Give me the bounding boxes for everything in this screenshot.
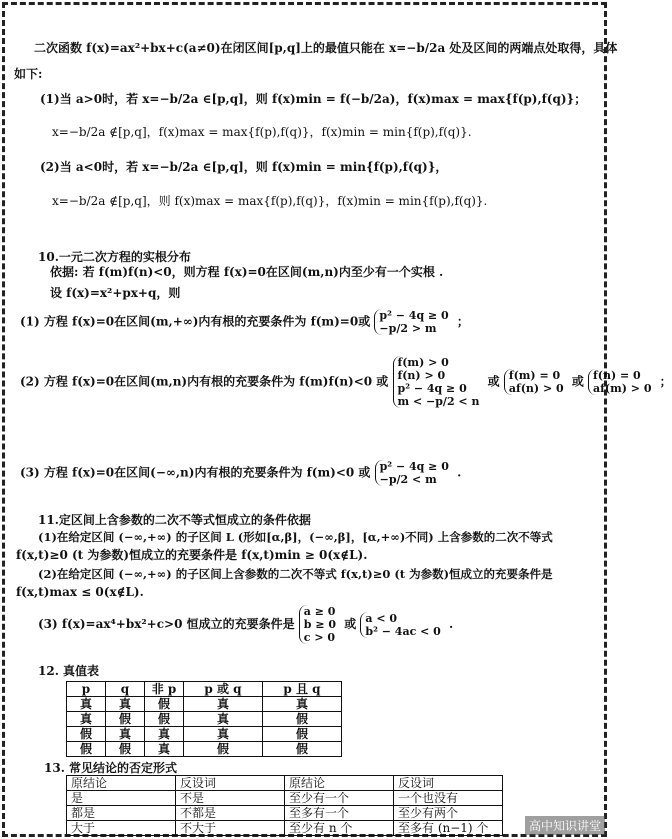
section-11-case-3: [38, 605, 453, 644]
case-1-system: [374, 309, 452, 335]
sys-row: m < −p/2 < n: [397, 395, 480, 408]
table-cell: 假: [263, 712, 342, 727]
table-row: [67, 697, 342, 712]
sys-row: f(m) > 0: [397, 356, 449, 369]
section-10-case-1: [20, 309, 469, 335]
table-cell: 假: [67, 727, 106, 742]
watermark-label: 高中知识讲堂: [525, 816, 605, 835]
table-cell: 一个也没有: [394, 791, 503, 806]
case-2-end: ；: [659, 374, 672, 389]
section-10-title: 10.一元二次方程的实根分布: [38, 250, 191, 264]
section-10-let: 设 f(x)=x²+px+q，则: [50, 286, 181, 300]
table-cell: 是: [67, 791, 176, 806]
table-header: q: [106, 682, 145, 697]
table-header: 原结论: [67, 776, 176, 791]
case2-line-1: (2)当 a<0时，若 x=−b/2a ∈[p,q]，则 f(x)min = min{f(p),f(q)}，: [40, 160, 448, 174]
case-1-text: (1) 方程 f(x)=0在区间(m,+∞)内有根的充要条件为 f(m)=0或: [20, 314, 371, 329]
or-word: 或: [487, 374, 500, 389]
section-10-case-3: [20, 460, 461, 486]
case-3-text: (3) f(x)=ax⁴+bx²+c>0 恒成立的充要条件是: [38, 617, 295, 631]
table-header: 反设词: [394, 776, 503, 791]
table-row: [67, 806, 503, 821]
table-cell: 假: [67, 742, 106, 757]
table-cell: 假: [263, 727, 342, 742]
table-cell: 真: [263, 697, 342, 712]
sys-row: b² − 4ac < 0: [365, 624, 441, 638]
table-header: 反设词: [176, 776, 285, 791]
c3-system: [299, 605, 340, 644]
table-cell: 都是: [67, 806, 176, 821]
negation-table: [66, 775, 503, 836]
table-cell: 至少有一个: [285, 791, 394, 806]
sys-row: f(n) = 0: [593, 369, 641, 382]
table-cell: 真: [67, 697, 106, 712]
table-cell: 假: [263, 742, 342, 757]
table-header: p 且 q: [263, 682, 342, 697]
sys-row: b ≥ 0: [303, 618, 337, 631]
intro-line-1: 二次函数 f(x)=ax²+bx+c(a≠0)在闭区间[p,q]上的最值只能在 x=−b/2a 处及区间的两端点处取得，具体: [34, 41, 618, 55]
table-cell: 真: [184, 727, 263, 742]
table-cell: 假: [184, 742, 263, 757]
case1-line-1: (1)当 a>0时，若 x=−b/2a ∈[p,q]，则 f(x)min = f(−b/2a)，f(x)max = max{f(p),f(q)}；: [40, 92, 587, 106]
table-header: p 或 q: [184, 682, 263, 697]
intro-line-2: 如下:: [14, 67, 43, 81]
table-header: p: [67, 682, 106, 697]
table-row: [67, 791, 503, 806]
table-cell: 至少有 n 个: [285, 821, 394, 836]
case-3-text: (3) 方程 f(x)=0在区间(−∞,n)内有根的充要条件为 f(m)<0 或: [20, 465, 371, 480]
table-cell: 不都是: [176, 806, 285, 821]
table-cell: 不是: [176, 791, 285, 806]
table-cell: 假: [106, 712, 145, 727]
sys-row: p² − 4q ≥ 0: [379, 460, 449, 473]
sys-row: p² − 4q ≥ 0: [397, 382, 467, 395]
sys-row: −p/2 > m: [379, 322, 437, 335]
table-cell: 不大于: [176, 821, 285, 836]
table-cell: 真: [145, 727, 184, 742]
section-11-case-2b: f(x,t)max ≤ 0(x∉L).: [16, 585, 144, 599]
case1-line-2: x=−b/2a ∉[p,q]，f(x)max = max{f(p),f(q)}，f(x)min = min{f(p),f(q)}.: [52, 125, 472, 139]
c3-end: .: [449, 617, 454, 631]
case-3-system: [375, 460, 453, 486]
table-cell: 真: [184, 697, 263, 712]
section-10-basis: 依据: 若 f(m)f(n)<0，则方程 f(x)=0在区间(m,n)内至少有一个实根 .: [50, 265, 444, 279]
table-header-row: [67, 776, 503, 791]
case-1-end: ；: [456, 314, 469, 329]
case-2-system-3: [588, 369, 655, 395]
sys-row: a < 0: [365, 611, 398, 625]
table-row: [67, 821, 503, 836]
section-11-case-2a: (2)在给定区间 (−∞,+∞) 的子区间上含参数的二次不等式 f(x,t)≥0 (t 为参数)恒成立的充要条件是: [38, 567, 553, 581]
truth-table: [66, 681, 342, 757]
case2-line-2: x=−b/2a ∉[p,q]，则 f(x)max = max{f(p),f(q)}，f(x)min = min{f(p),f(q)}.: [52, 194, 488, 208]
table-cell: 至多有一个: [285, 806, 394, 821]
section-11-case-1b: f(x,t)≥0 (t 为参数)恒成立的充要条件是 f(x,t)min ≥ 0(x∉L).: [16, 548, 368, 562]
sys-row: af(m) > 0: [593, 382, 652, 395]
table-cell: 至少有两个: [394, 806, 503, 821]
table-cell: 真: [184, 712, 263, 727]
table-row: [67, 712, 342, 727]
or-word: 或: [571, 374, 584, 389]
case-2-system: [393, 356, 484, 408]
table-cell: 真: [67, 712, 106, 727]
table-cell: 真: [106, 697, 145, 712]
sys-row: −p/2 < m: [379, 473, 437, 486]
table-row: [67, 742, 342, 757]
sys-row: f(m) = 0: [508, 369, 561, 382]
table-cell: 至多有 (n−1) 个: [394, 821, 503, 836]
sys-row: a ≥ 0: [303, 605, 336, 618]
table-cell: 假: [106, 742, 145, 757]
section-11-title: 11.定区间上含参数的二次不等式恒成立的条件依据: [38, 513, 311, 527]
table-cell: 假: [145, 712, 184, 727]
sys-row: c > 0: [303, 631, 336, 644]
table-header: 原结论: [285, 776, 394, 791]
c3-system-2: [360, 612, 444, 638]
section-11-case-1a: (1)在给定区间 (−∞,+∞) 的子区间 L (形如[α,β]，(−∞,β]，[α,+∞)不同) 上含参数的二次不等式: [38, 530, 553, 544]
table-header-row: [67, 682, 342, 697]
section-12-title: 12. 真值表: [38, 664, 100, 678]
or-word: 或: [344, 617, 357, 631]
table-cell: 假: [145, 697, 184, 712]
table-row: [67, 727, 342, 742]
section-10-case-2: [20, 356, 672, 408]
sys-row: af(n) > 0: [508, 382, 564, 395]
table-cell: 大于: [67, 821, 176, 836]
table-cell: 真: [106, 727, 145, 742]
section-13-title: 13. 常见结论的否定形式: [44, 761, 178, 775]
sys-row: f(n) > 0: [397, 369, 446, 382]
sys-row: p² − 4q ≥ 0: [379, 309, 449, 322]
table-cell: 真: [145, 742, 184, 757]
case-2-system-2: [504, 369, 568, 395]
case-2-text: (2) 方程 f(x)=0在区间(m,n)内有根的充要条件为 f(m)f(n)<0 或: [20, 374, 389, 389]
table-header: 非 p: [145, 682, 184, 697]
case-3-end: .: [457, 465, 462, 480]
